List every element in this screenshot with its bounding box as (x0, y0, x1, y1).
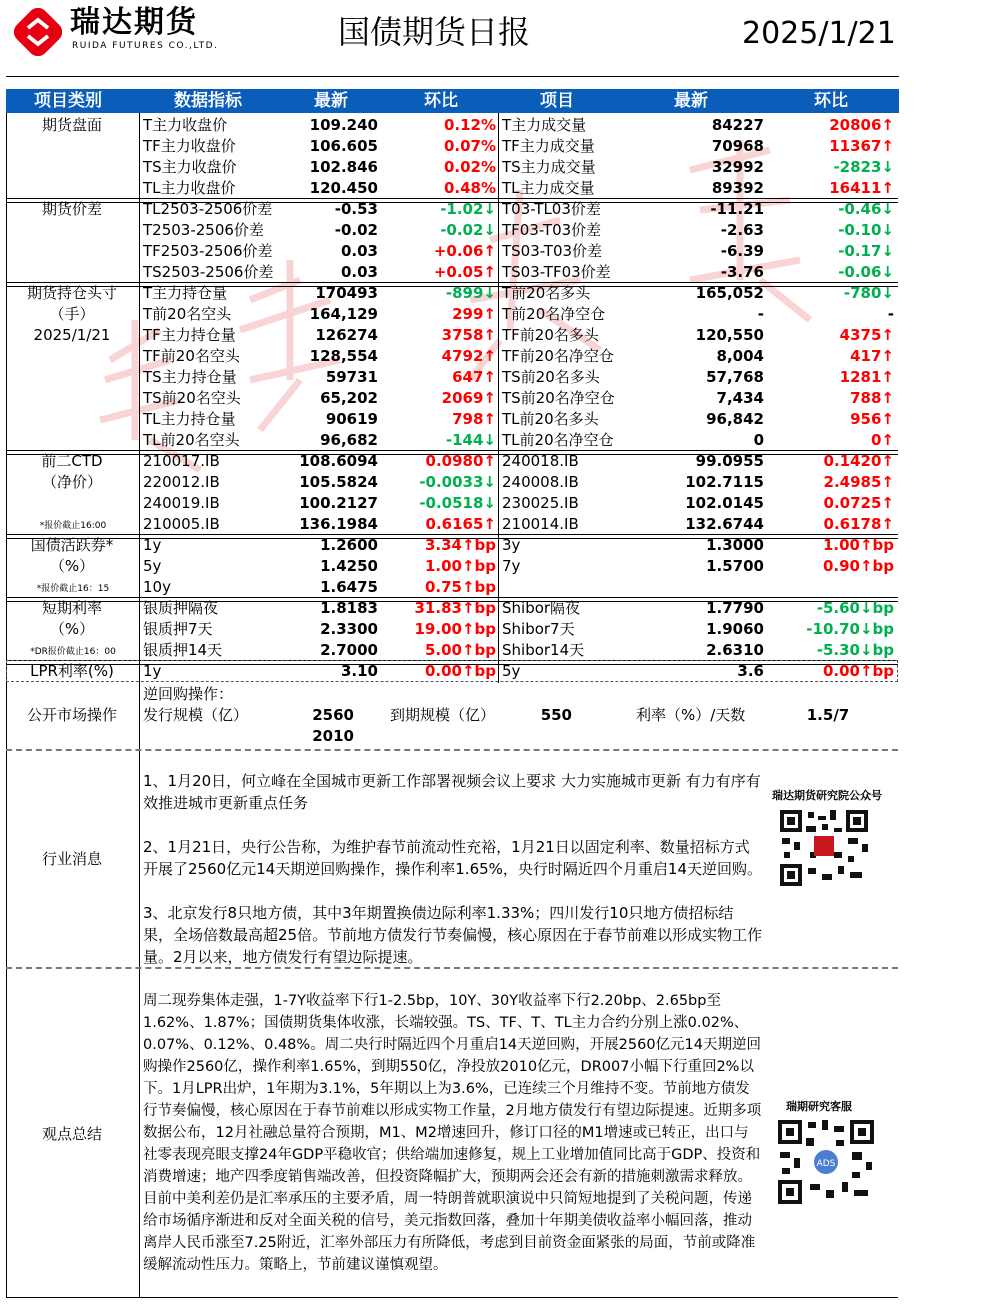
ctd-latest-value-2: 102.0145 (685, 494, 764, 512)
ctd-item-name: 240008.IB (502, 473, 579, 491)
logo-subtext: RUIDA FUTURES CO.,LTD. (72, 41, 219, 51)
futures-board-latest-value: 106.605 (309, 137, 378, 155)
positions-item-name: T前20名多头 (502, 284, 591, 302)
short-rates-item-name: Shibor隔夜 (502, 599, 581, 617)
futures-spread-item-name: TS03-TF03价差 (502, 263, 611, 281)
futures-spread-item-name: T03-TL03价差 (502, 200, 601, 218)
active-bonds-change: 3.34↑bp (424, 536, 496, 554)
ctd-change-2: 0.0725↑ (823, 494, 894, 512)
category-lpr: LPR利率(%) (30, 662, 114, 680)
col-header-indicator: 数据指标 (174, 91, 242, 111)
category-active-bonds: 国债活跃券* (30, 536, 114, 554)
col-header-change-2: 环比 (814, 91, 848, 111)
category-industry-news: 行业消息 (41, 850, 102, 868)
positions-indicator-name: T主力持仓量 (143, 284, 228, 302)
short-rates-latest-value: 1.8183 (320, 599, 378, 617)
futures-board-change: 0.07% (443, 137, 496, 155)
positions-indicator-name: T前20名空头 (143, 305, 232, 323)
lpr-box (6, 660, 898, 682)
short-rates-note: *DR报价截止16：00 (30, 647, 116, 657)
active-bonds-latest-value: 1.2600 (320, 536, 378, 554)
active-bonds-change: 1.00↑bp (424, 557, 496, 575)
qr-caption-2: 瑞期研究客服 (786, 1100, 852, 1113)
positions-latest-value-2: 96,842 (706, 410, 764, 428)
positions-indicator-name: TF前20名空头 (143, 347, 240, 365)
short-rates-indicator-name: 银质押14天 (143, 641, 223, 659)
positions-change: 798↑ (452, 410, 496, 428)
short-rates-latest-value-2: 1.9060 (706, 620, 764, 638)
news-item-2: 2、1月21日，央行公告称，为维护春节前流动性充裕，1月21日以固定利率、数量招标方式开展了2560亿元14天期逆回购操作，操作利率1.65%，央行时隔近四个月重启14天逆回购。 (143, 838, 763, 878)
lpr-change-1: 0.00↑bp (424, 662, 496, 680)
positions-change: 647↑ (452, 368, 496, 386)
futures-spread-indicator-name: TF2503-2506价差 (143, 242, 273, 260)
ctd-indicator-name: 220012.IB (143, 473, 220, 491)
report-date: 2025/1/21 (742, 16, 896, 51)
active-bonds-change: 0.75↑bp (424, 578, 496, 596)
short-rates-indicator-name: 银质押隔夜 (143, 599, 219, 617)
positions-change: 2069↑ (441, 389, 496, 407)
ctd-latest-value: 136.1984 (299, 515, 378, 533)
positions-item-name: TF前20名多头 (502, 326, 599, 344)
futures-spread-change-2: -0.17↓ (838, 242, 894, 260)
positions-change-2: 1281↑ (839, 368, 894, 386)
positions-item-name: TS前20名净空仓 (502, 389, 615, 407)
category-ctd-unit: （净价） (41, 473, 102, 491)
ctd-latest-value: 105.5824 (299, 473, 378, 491)
futures-board-latest-value: 120.450 (309, 179, 378, 197)
positions-change-2: 4375↑ (839, 326, 894, 344)
col-header-change: 环比 (424, 91, 458, 111)
col-header-item: 项目 (540, 91, 574, 111)
open-market-title: 逆回购操作： (143, 685, 234, 703)
category-summary: 观点总结 (41, 1125, 102, 1143)
positions-latest-value: 90619 (325, 410, 378, 428)
ctd-latest-value: 108.6094 (299, 452, 378, 470)
header-divider (6, 76, 899, 77)
futures-board-item-name: T主力成交量 (502, 116, 587, 134)
lpr-value-2: 3.6 (737, 662, 764, 680)
table-header (6, 89, 899, 113)
positions-indicator-name: TS前20名空头 (143, 389, 241, 407)
category-futures-spread: 期货价差 (41, 200, 102, 218)
futures-spread-latest-value-2: -3.76 (720, 263, 764, 281)
positions-latest-value: 96,682 (320, 431, 378, 449)
active-bonds-note: *报价截止16：15 (36, 584, 110, 594)
positions-change-2: 788↑ (850, 389, 894, 407)
futures-spread-indicator-name: T2503-2506价差 (143, 221, 264, 239)
ctd-latest-value-2: 102.7115 (685, 473, 764, 491)
qr-code-icon (778, 808, 870, 888)
positions-item-name: TL前20名多头 (502, 410, 599, 428)
futures-spread-change: +0.05↑ (433, 263, 496, 281)
ctd-change-2: 2.4985↑ (823, 473, 894, 491)
category-positions-date: 2025/1/21 (33, 326, 111, 344)
page-title: 国债期货日报 (338, 13, 531, 51)
positions-change-2: 956↑ (850, 410, 894, 428)
positions-change: 299↑ (452, 305, 496, 323)
futures-spread-change: -0.02↓ (440, 221, 496, 239)
active-bonds-latest-value: 1.4250 (320, 557, 378, 575)
ctd-item-name: 230025.IB (502, 494, 579, 512)
positions-change-2: - (887, 305, 894, 323)
ctd-latest-value-2: 99.0955 (695, 452, 764, 470)
ctd-change: 0.6165↑ (425, 515, 496, 533)
futures-spread-latest-value-2: -11.21 (710, 200, 764, 218)
positions-latest-value-2: 8,004 (716, 347, 764, 365)
mature-value: 550 (540, 706, 572, 724)
category-ctd: 前二CTD (41, 452, 103, 470)
news-item-3: 3、北京发行8只地方债，其中3年期置换债边际利率1.33%；四川发行10只地方债招标结果，全场倍数最高超25倍。节前地方债发行节奏偏慢，核心原因在于春节前难以形成实物工作量。2月以来，地方债发行有望边际提速。 (143, 904, 763, 966)
news-item-1: 1、1月20日，何立峰在全国城市更新工作部署视频会议上要求 大力实施城市更新 有力有序有效推进城市更新重点任务 (143, 772, 761, 812)
short-rates-latest-value-2: 1.7790 (706, 599, 764, 617)
ctd-indicator-name: 240019.IB (143, 494, 220, 512)
positions-latest-value-2: 7,434 (716, 389, 764, 407)
active-bonds-change-2: 0.90↑bp (822, 557, 894, 575)
positions-item-name: TL前20名净空仓 (502, 431, 614, 449)
futures-spread-latest-value: 0.03 (340, 242, 378, 260)
positions-change: -899↓ (445, 284, 496, 302)
futures-spread-latest-value: -0.02 (334, 221, 378, 239)
active-bonds-indicator-name: 1y (143, 536, 162, 554)
futures-board-indicator-name: T主力收盘价 (143, 116, 228, 134)
futures-spread-change-2: -0.10↓ (838, 221, 894, 239)
col-header-latest-2: 最新 (674, 91, 708, 111)
ctd-change: 0.0980↑ (425, 452, 496, 470)
positions-latest-value: 59731 (325, 368, 378, 386)
short-rates-item-name: Shibor14天 (502, 641, 585, 659)
logo-icon (14, 8, 62, 56)
rate-value: 1.5/7 (806, 706, 850, 724)
short-rates-change-2: -10.70↓bp (806, 620, 894, 638)
lpr-value-1: 3.10 (340, 662, 378, 680)
category-short-rates-unit: （%） (49, 620, 95, 638)
futures-board-change-2: 20806↑ (829, 116, 894, 134)
positions-indicator-name: TL主力持仓量 (143, 410, 236, 428)
positions-latest-value-2: - (757, 305, 764, 323)
futures-spread-change-2: -0.06↓ (838, 263, 894, 281)
futures-board-item-name: TF主力成交量 (502, 137, 595, 155)
positions-latest-value-2: 0 (753, 431, 764, 449)
short-rates-latest-value: 2.7000 (320, 641, 378, 659)
lpr-name-1: 1y (143, 662, 162, 680)
active-bonds-indicator-name: 10y (143, 578, 171, 596)
positions-indicator-name: TL前20名空头 (143, 431, 240, 449)
futures-spread-change-2: -0.46↓ (838, 200, 894, 218)
short-rates-latest-value-2: 2.6310 (706, 641, 764, 659)
active-bonds-latest-value-2: 1.5700 (706, 557, 764, 575)
positions-latest-value: 65,202 (320, 389, 378, 407)
issue-value: 2560 (312, 706, 354, 724)
futures-board-change: 0.12% (443, 116, 496, 134)
active-bonds-change-2: 1.00↑bp (822, 536, 894, 554)
category-open-market: 公开市场操作 (26, 706, 117, 724)
ctd-change: -0.0033↓ (419, 473, 496, 491)
futures-board-latest-value: 102.846 (309, 158, 378, 176)
futures-board-change-2: -2823↓ (833, 158, 894, 176)
positions-latest-value: 170493 (315, 284, 378, 302)
futures-spread-item-name: TF03-T03价差 (502, 221, 602, 239)
issue-label: 发行规模（亿） (143, 706, 249, 724)
ctd-latest-value-2: 132.6744 (685, 515, 764, 533)
futures-spread-change: -1.02↓ (440, 200, 496, 218)
positions-latest-value-2: 165,052 (695, 284, 764, 302)
ctd-note: *报价截止16:00 (39, 521, 107, 531)
futures-spread-latest-value: 0.03 (340, 263, 378, 281)
positions-indicator-name: TS主力持仓量 (143, 368, 237, 386)
ctd-item-name: 210014.IB (502, 515, 579, 533)
category-active-bonds-unit: （%） (49, 557, 95, 575)
ctd-indicator-name: 210005.IB (143, 515, 220, 533)
col-header-latest: 最新 (314, 91, 348, 111)
futures-spread-latest-value-2: -2.63 (720, 221, 764, 239)
short-rates-change-2: -5.60↓bp (816, 599, 894, 617)
category-futures-board: 期货盘面 (41, 116, 102, 134)
col-header-category: 项目类别 (34, 91, 102, 111)
short-rates-change-2: -5.30↓bp (816, 641, 894, 659)
futures-board-indicator-name: TF主力收盘价 (143, 137, 236, 155)
svg-text:ADS: ADS (816, 1159, 836, 1169)
short-rates-change: 31.83↑bp (414, 599, 496, 617)
futures-board-change: 0.48% (443, 179, 496, 197)
positions-indicator-name: TF主力持仓量 (143, 326, 236, 344)
qr-caption-1: 瑞达期货研究院公众号 (772, 789, 882, 802)
positions-latest-value: 126274 (315, 326, 378, 344)
ctd-latest-value: 100.2127 (299, 494, 378, 512)
positions-change: 3758↑ (441, 326, 496, 344)
positions-latest-value: 128,554 (309, 347, 378, 365)
futures-board-latest-value-2: 89392 (711, 179, 764, 197)
positions-item-name: T前20名净空仓 (502, 305, 606, 323)
logo-text: 瑞达期货 (70, 5, 198, 40)
futures-board-latest-value: 109.240 (309, 116, 378, 134)
bottom-line (6, 1297, 898, 1298)
positions-latest-value: 164,129 (309, 305, 378, 323)
futures-spread-latest-value-2: -6.39 (720, 242, 764, 260)
active-bonds-item-name: 3y (502, 536, 521, 554)
divider-category (139, 113, 140, 1298)
ctd-indicator-name: 210017.IB (143, 452, 220, 470)
net-value: 2010 (312, 727, 354, 745)
positions-change: 4792↑ (441, 347, 496, 365)
futures-board-latest-value-2: 70968 (711, 137, 764, 155)
futures-spread-change: +0.06↑ (433, 242, 496, 260)
short-rates-item-name: Shibor7天 (502, 620, 575, 638)
positions-change-2: -780↓ (843, 284, 894, 302)
ctd-change-2: 0.1420↑ (823, 452, 894, 470)
active-bonds-latest-value: 1.6475 (320, 578, 378, 596)
ctd-change: -0.0518↓ (419, 494, 496, 512)
short-rates-change: 19.00↑bp (414, 620, 496, 638)
news-divider (6, 967, 898, 969)
futures-board-latest-value-2: 32992 (711, 158, 764, 176)
positions-change: -144↓ (445, 431, 496, 449)
rate-label: 利率（%）/天数 (636, 706, 746, 724)
futures-spread-latest-value: -0.53 (334, 200, 378, 218)
qr-code-service-icon (776, 1118, 876, 1206)
positions-item-name: TF前20名净空仓 (502, 347, 614, 365)
futures-board-item-name: TS主力成交量 (502, 158, 596, 176)
futures-board-indicator-name: TS主力收盘价 (143, 158, 237, 176)
category-positions-unit: （手） (49, 305, 95, 323)
futures-spread-indicator-name: TL2503-2506价差 (143, 200, 273, 218)
futures-board-change-2: 11367↑ (829, 137, 894, 155)
active-bonds-indicator-name: 5y (143, 557, 162, 575)
mature-label: 到期规模（亿） (390, 706, 496, 724)
category-short-rates: 短期利率 (41, 599, 102, 617)
futures-board-item-name: TL主力成交量 (502, 179, 595, 197)
lpr-change-2: 0.00↑bp (822, 662, 894, 680)
active-bonds-item-name: 7y (502, 557, 521, 575)
futures-board-change-2: 16411↑ (829, 179, 894, 197)
positions-item-name: TS前20名多头 (502, 368, 600, 386)
short-rates-change: 5.00↑bp (424, 641, 496, 659)
futures-board-indicator-name: TL主力收盘价 (143, 179, 236, 197)
positions-latest-value-2: 120,550 (695, 326, 764, 344)
ctd-change-2: 0.6178↑ (823, 515, 894, 533)
short-rates-indicator-name: 银质押7天 (143, 620, 213, 638)
active-bonds-latest-value-2: 1.3000 (706, 536, 764, 554)
futures-board-latest-value-2: 84227 (711, 116, 764, 134)
lpr-name-2: 5y (502, 662, 521, 680)
positions-change-2: 417↑ (850, 347, 894, 365)
category-positions: 期货持仓头寸 (26, 284, 117, 302)
futures-spread-indicator-name: TS2503-2506价差 (143, 263, 274, 281)
summary-text: 周二现券集体走强，1-7Y收益率下行1-2.5bp，10Y、30Y收益率下行2.20bp、2.65bp至1.62%、1.87%；国债期货集体收涨，长端较强。TS、TF、T、TL主力合约分别上涨0.02%、0.07%、0.12%、0.48%。周二央行时隔近四个月重启14天逆回购，开展2560亿元14天期逆回购操作2560亿，操作利率1.65%，到期550亿，净投放2010亿元，DR007小幅下行重回2%以下。1月LPR出炉，1年期为3.1%，5年期以上为3.6%，已连续三个月维持不变。节前地方债发行节奏偏慢，核心原因在于春节前难以形成实物工作量，2月地方债发行有望边际提速。近期多项数据公布，12月社融总量符合预期，M1、M2增速回升，修订口径的M1增速或已转正，出口与社零表现亮眼支撑24年GDP平稳收官；供给端加速修复，规上工业增加值同比高于GDP、投资和消费增速；地产四季度销售端改善，但投资降幅扩大，预期两会还会有新的措施刺激需求释放。目前中美利差仍是汇率承压的主要矛盾，周一特朗普就职演说中只简短地提到了关税问题，传递给市场循序渐进和反对全面关税的信号，美元指数回落，叠加十年期美债收益率小幅回落，推动离岸人民币涨至7.25附近，汇率外部压力有所降低，考虑到目前资金面紧张的局面，节前或降准缓解流动性压力。策略上，节前建议谨慎观望。 (143, 993, 762, 1273)
short-rates-latest-value: 2.3300 (320, 620, 378, 638)
positions-change-2: 0↑ (870, 431, 894, 449)
positions-latest-value-2: 57,768 (706, 368, 764, 386)
futures-board-change: 0.02% (443, 158, 496, 176)
ctd-item-name: 240018.IB (502, 452, 579, 470)
open-market-divider (6, 749, 898, 751)
futures-spread-item-name: TS03-T03价差 (502, 242, 603, 260)
